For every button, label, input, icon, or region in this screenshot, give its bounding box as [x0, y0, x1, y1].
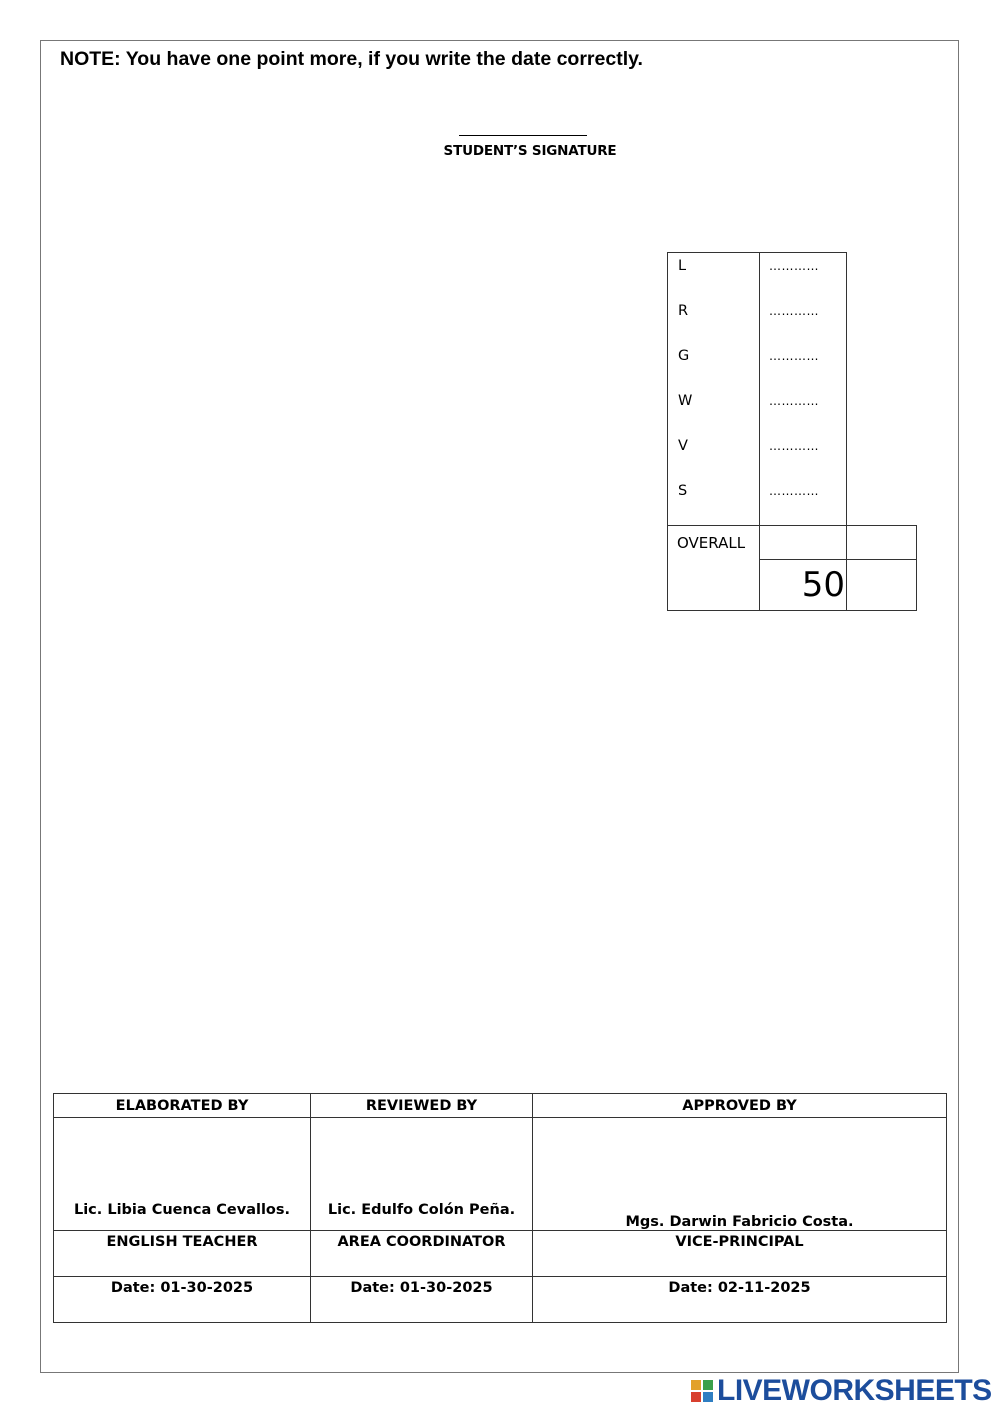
signature-label: STUDENT’S SIGNATURE — [443, 143, 617, 159]
skill-letter: L — [678, 258, 687, 274]
skills-score-cell — [760, 253, 847, 526]
signature-line[interactable] — [459, 135, 587, 136]
skill-score-field[interactable]: ………… — [769, 259, 819, 273]
skill-score-field[interactable]: ………… — [769, 484, 819, 498]
approval-name: Lic. Edulfo Colón Peña. — [311, 1118, 533, 1231]
approval-name: Mgs. Darwin Fabricio Costa. — [533, 1118, 947, 1231]
skill-letter: R — [678, 303, 689, 319]
approval-date: Date: 01-30-2025 — [54, 1277, 311, 1323]
approval-name: Lic. Libia Cuenca Cevallos. — [54, 1118, 311, 1231]
skill-score-field[interactable]: ………… — [769, 304, 819, 318]
skill-score-field[interactable]: ………… — [769, 394, 819, 408]
skill-letter: G — [678, 348, 690, 364]
overall-extra-cell — [847, 560, 917, 611]
skills-letters-cell — [668, 253, 760, 526]
overall-score-field[interactable] — [760, 526, 847, 560]
approval-date: Date: 02-11-2025 — [533, 1277, 947, 1323]
approval-role: VICE-PRINCIPAL — [533, 1231, 947, 1277]
overall-label: OVERALL — [668, 526, 760, 611]
skill-letter: S — [678, 483, 688, 499]
overall-extra-cell — [847, 526, 917, 560]
liveworksheets-brand[interactable] — [690, 1374, 992, 1408]
approval-header: REVIEWED BY — [311, 1094, 533, 1118]
overall-total: 50 — [760, 560, 847, 611]
skill-score-field[interactable]: ………… — [769, 439, 819, 453]
skill-score-field[interactable]: ………… — [769, 349, 819, 363]
approval-header: ELABORATED BY — [54, 1094, 311, 1118]
approval-role: ENGLISH TEACHER — [54, 1231, 311, 1277]
approval-table — [53, 1093, 947, 1323]
skills-score-table — [667, 252, 917, 611]
liveworksheets-logo-icon — [690, 1379, 714, 1403]
approval-role: AREA COORDINATOR — [311, 1231, 533, 1277]
brand-name: LIVEWORKSHEETS — [717, 1374, 992, 1407]
note-text: NOTE: You have one point more, if you write the date correctly. — [60, 48, 643, 70]
approval-date: Date: 01-30-2025 — [311, 1277, 533, 1323]
spacer-cell — [847, 253, 917, 526]
approval-header: APPROVED BY — [533, 1094, 947, 1118]
skill-letter: W — [678, 393, 693, 409]
skill-letter: V — [678, 438, 688, 454]
